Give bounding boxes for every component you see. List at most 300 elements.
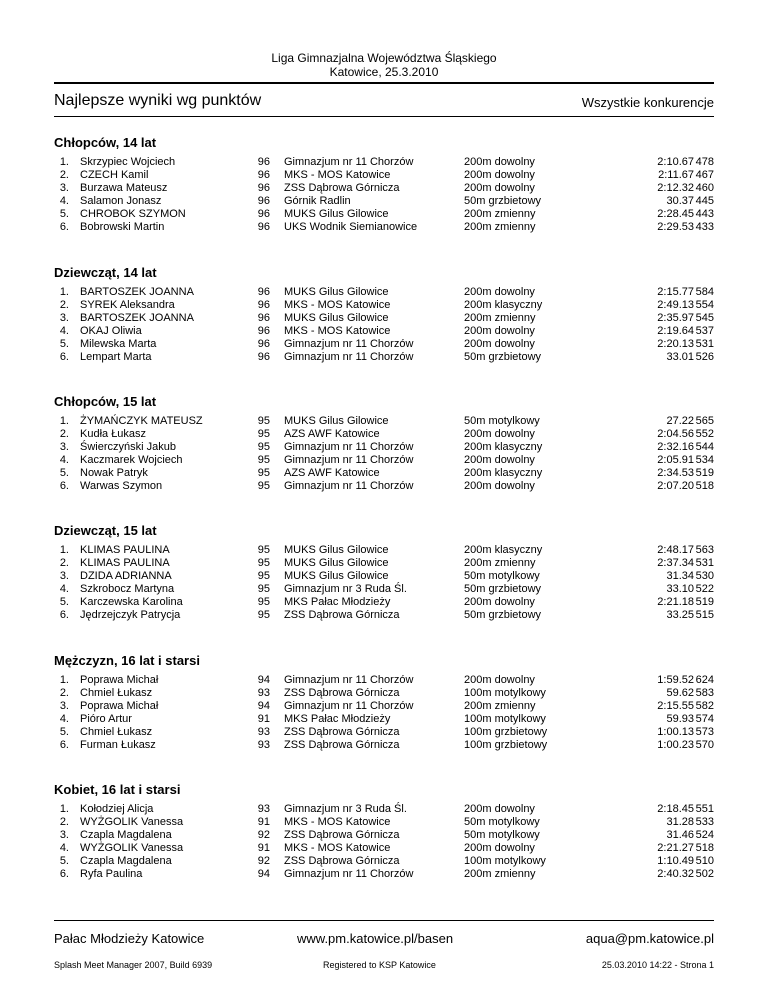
place: 1. — [59, 803, 69, 815]
result-time: 2:28.45 — [657, 208, 694, 220]
result-points: 563 — [695, 544, 714, 556]
athlete-name: WYŻGOLIK Vanessa — [80, 816, 184, 828]
place: 2. — [59, 428, 69, 440]
result-time: 2:34.53 — [657, 467, 694, 479]
result-time: 2:21.27 — [657, 842, 694, 854]
athlete-name: SYREK Aleksandra — [80, 299, 175, 311]
result-row — [54, 351, 714, 364]
event-name: 200m dowolny — [464, 454, 535, 466]
result-row — [54, 286, 714, 299]
event-name: 50m motylkowy — [464, 570, 540, 582]
result-row — [54, 428, 714, 441]
club-name: Gimnazjum nr 11 Chorzów — [284, 480, 414, 492]
event-name: 100m grzbietowy — [464, 739, 548, 751]
category-title: Mężczyzn, 16 lat i starsi — [54, 653, 200, 668]
footer-timestamp: 25.03.2010 14:22 - Strona 1 — [601, 960, 714, 970]
club-name: MUKS Gilus Gilowice — [284, 415, 389, 427]
event-name: 200m zmienny — [464, 557, 536, 569]
club-name: MKS - MOS Katowice — [284, 299, 391, 311]
place: 3. — [59, 182, 69, 194]
birth-year: 95 — [257, 467, 270, 479]
event-name: 200m zmienny — [464, 208, 536, 220]
birth-year: 95 — [257, 557, 270, 569]
result-points: 565 — [695, 415, 714, 427]
result-row — [54, 544, 714, 557]
club-name: Gimnazjum nr 3 Ruda Śl. — [284, 803, 407, 815]
result-row — [54, 156, 714, 169]
result-points: 574 — [695, 713, 714, 725]
result-row — [54, 208, 714, 221]
birth-year: 96 — [257, 338, 270, 350]
birth-year: 94 — [257, 868, 270, 880]
birth-year: 92 — [257, 829, 270, 841]
birth-year: 95 — [257, 570, 270, 582]
place: 6. — [59, 739, 69, 751]
result-time: 2:15.77 — [657, 286, 694, 298]
place: 5. — [59, 208, 69, 220]
club-name: Górnik Radlin — [284, 195, 351, 207]
result-row — [54, 739, 714, 752]
event-name: 200m dowolny — [464, 286, 535, 298]
place: 3. — [59, 700, 69, 712]
birth-year: 96 — [257, 312, 270, 324]
athlete-name: KLIMAS PAULINA — [80, 544, 170, 556]
result-time: 2:05.91 — [657, 454, 694, 466]
athlete-name: Chmiel Łukasz — [80, 726, 153, 738]
birth-year: 96 — [257, 351, 270, 363]
athlete-name: Nowak Patryk — [80, 467, 148, 479]
club-name: MUKS Gilus Gilowice — [284, 544, 389, 556]
category-title: Kobiet, 16 lat i starsi — [54, 782, 181, 797]
result-time: 2:07.20 — [657, 480, 694, 492]
result-time: 1:10.49 — [657, 855, 694, 867]
club-name: ZSS Dąbrowa Górnicza — [284, 829, 400, 841]
club-name: MKS - MOS Katowice — [284, 842, 391, 854]
event-name: 200m dowolny — [464, 803, 535, 815]
athlete-name: CHROBOK SZYMON — [80, 208, 186, 220]
footer-organizer: Pałac Młodzieży Katowice — [54, 931, 205, 946]
footer-software: Splash Meet Manager 2007, Build 6939 — [54, 960, 213, 970]
result-row — [54, 687, 714, 700]
event-name: 200m dowolny — [464, 428, 535, 440]
result-points: 573 — [695, 726, 714, 738]
result-time: 33.10 — [666, 583, 694, 595]
athlete-name: Świerczyński Jakub — [80, 441, 176, 453]
club-name: MKS - MOS Katowice — [284, 816, 391, 828]
athlete-name: Ryfa Paulina — [80, 868, 143, 880]
result-time: 2:12.32 — [657, 182, 694, 194]
footer-email-link[interactable]: aqua@pm.katowice.pl — [585, 931, 714, 946]
result-row — [54, 182, 714, 195]
athlete-name: Poprawa Michał — [80, 674, 159, 686]
club-name: ZSS Dąbrowa Górnicza — [284, 609, 400, 621]
club-name: ZSS Dąbrowa Górnicza — [284, 182, 400, 194]
result-points: 518 — [695, 842, 714, 854]
result-points: 467 — [695, 169, 714, 181]
result-time: 30.37 — [666, 195, 694, 207]
place: 3. — [59, 441, 69, 453]
event-name: 200m dowolny — [464, 480, 535, 492]
club-name: Gimnazjum nr 11 Chorzów — [284, 700, 414, 712]
birth-year: 95 — [257, 609, 270, 621]
result-points: 519 — [695, 467, 714, 479]
club-name: MUKS Gilus Gilowice — [284, 286, 389, 298]
birth-year: 95 — [257, 544, 270, 556]
birth-year: 93 — [257, 803, 270, 815]
club-name: AZS AWF Katowice — [284, 428, 380, 440]
result-row — [54, 583, 714, 596]
result-time: 59.93 — [666, 713, 694, 725]
result-points: 460 — [695, 182, 714, 194]
event-name: 50m motylkowy — [464, 415, 540, 427]
result-row — [54, 700, 714, 713]
result-row — [54, 674, 714, 687]
place: 6. — [59, 609, 69, 621]
birth-year: 95 — [257, 480, 270, 492]
athlete-name: Lempart Marta — [80, 351, 152, 363]
birth-year: 93 — [257, 687, 270, 699]
result-points: 551 — [695, 803, 714, 815]
athlete-name: Warwas Szymon — [80, 480, 163, 492]
place: 2. — [59, 687, 69, 699]
result-row — [54, 829, 714, 842]
place: 6. — [59, 351, 69, 363]
place: 2. — [59, 169, 69, 181]
event-name: 100m motylkowy — [464, 687, 546, 699]
athlete-name: Szkrobocz Martyna — [80, 583, 175, 595]
birth-year: 91 — [257, 713, 270, 725]
club-name: ZSS Dąbrowa Górnicza — [284, 739, 400, 751]
place: 6. — [59, 480, 69, 492]
place: 2. — [59, 299, 69, 311]
result-points: 524 — [695, 829, 714, 841]
place: 4. — [59, 583, 69, 595]
result-time: 2:10.67 — [657, 156, 694, 168]
athlete-name: Karczewska Karolina — [80, 596, 183, 608]
result-row — [54, 842, 714, 855]
event-name: 200m dowolny — [464, 169, 535, 181]
club-name: ZSS Dąbrowa Górnicza — [284, 855, 400, 867]
result-time: 1:59.52 — [657, 674, 694, 686]
category-section — [54, 782, 714, 881]
result-points: 582 — [695, 700, 714, 712]
result-row — [54, 454, 714, 467]
athlete-name: Kudła Łukasz — [80, 428, 147, 440]
result-row — [54, 868, 714, 881]
result-points: 554 — [695, 299, 714, 311]
result-row — [54, 299, 714, 312]
birth-year: 95 — [257, 596, 270, 608]
club-name: Gimnazjum nr 11 Chorzów — [284, 868, 414, 880]
result-row — [54, 415, 714, 428]
result-points: 519 — [695, 596, 714, 608]
club-name: MKS - MOS Katowice — [284, 169, 391, 181]
birth-year: 92 — [257, 855, 270, 867]
place: 5. — [59, 467, 69, 479]
birth-year: 96 — [257, 182, 270, 194]
result-points: 526 — [695, 351, 714, 363]
result-time: 2:19.64 — [657, 325, 694, 337]
event-date-location: Katowice, 25.3.2010 — [329, 65, 439, 79]
place: 1. — [59, 674, 69, 686]
place: 4. — [59, 454, 69, 466]
result-points: 443 — [695, 208, 714, 220]
birth-year: 96 — [257, 156, 270, 168]
event-name: 50m motylkowy — [464, 816, 540, 828]
place: 3. — [59, 570, 69, 582]
athlete-name: Furman Łukasz — [80, 739, 156, 751]
club-name: Gimnazjum nr 11 Chorzów — [284, 351, 414, 363]
event-name: 200m dowolny — [464, 156, 535, 168]
club-name: MUKS Gilus Gilowice — [284, 208, 389, 220]
athlete-name: WYŻGOLIK Vanessa — [80, 842, 184, 854]
athlete-name: BARTOSZEK JOANNA — [80, 286, 194, 298]
club-name: Gimnazjum nr 11 Chorzów — [284, 156, 414, 168]
result-row — [54, 467, 714, 480]
result-time: 2:21.18 — [657, 596, 694, 608]
result-row — [54, 855, 714, 868]
event-name: 50m motylkowy — [464, 829, 540, 841]
birth-year: 91 — [257, 842, 270, 854]
result-points: 510 — [695, 855, 714, 867]
athlete-name: KLIMAS PAULINA — [80, 557, 170, 569]
result-time: 2:32.16 — [657, 441, 694, 453]
event-name: 50m grzbietowy — [464, 583, 542, 595]
club-name: Gimnazjum nr 11 Chorzów — [284, 674, 414, 686]
result-row — [54, 480, 714, 493]
category-section — [54, 135, 714, 234]
birth-year: 96 — [257, 208, 270, 220]
result-points: 533 — [695, 816, 714, 828]
club-name: ZSS Dąbrowa Górnicza — [284, 687, 400, 699]
athlete-name: Kaczmarek Wojciech — [80, 454, 183, 466]
event-name: 100m motylkowy — [464, 713, 546, 725]
event-name: 100m motylkowy — [464, 855, 546, 867]
footer-website-link[interactable]: www.pm.katowice.pl/basen — [297, 931, 454, 946]
athlete-name: Salamon Jonasz — [80, 195, 162, 207]
place: 1. — [59, 286, 69, 298]
event-name: 200m dowolny — [464, 596, 535, 608]
result-time: 2:20.13 — [657, 338, 694, 350]
birth-year: 91 — [257, 816, 270, 828]
club-name: MUKS Gilus Gilowice — [284, 570, 389, 582]
event-name: 200m klasyczny — [464, 441, 543, 453]
result-row — [54, 195, 714, 208]
athlete-name: BARTOSZEK JOANNA — [80, 312, 194, 324]
athlete-name: Skrzypiec Wojciech — [80, 156, 176, 168]
athlete-name: Chmiel Łukasz — [80, 687, 153, 699]
club-name: Gimnazjum nr 3 Ruda Śl. — [284, 583, 407, 595]
result-row — [54, 312, 714, 325]
report-title: Najlepsze wyniki wg punktów — [54, 92, 262, 109]
birth-year: 96 — [257, 325, 270, 337]
result-points: 584 — [695, 286, 714, 298]
result-row — [54, 570, 714, 583]
result-time: 31.46 — [666, 829, 694, 841]
result-row — [54, 169, 714, 182]
event-name: 200m dowolny — [464, 674, 535, 686]
result-time: 2:11.67 — [658, 169, 694, 181]
club-name: Gimnazjum nr 11 Chorzów — [284, 338, 414, 350]
athlete-name: Burzawa Mateusz — [80, 182, 168, 194]
athlete-name: Jędrzejczyk Patrycja — [80, 609, 181, 621]
place: 4. — [59, 195, 69, 207]
result-time: 2:40.32 — [657, 868, 694, 880]
birth-year: 95 — [257, 441, 270, 453]
result-time: 27.22 — [666, 415, 694, 427]
athlete-name: Czapla Magdalena — [80, 855, 172, 867]
club-name: AZS AWF Katowice — [284, 467, 380, 479]
result-points: 530 — [695, 570, 714, 582]
place: 5. — [59, 726, 69, 738]
birth-year: 96 — [257, 195, 270, 207]
event-name: 50m grzbietowy — [464, 351, 542, 363]
result-time: 2:35.97 — [657, 312, 694, 324]
result-time: 2:15.55 — [657, 700, 694, 712]
result-time: 2:49.13 — [657, 299, 694, 311]
result-points: 534 — [695, 454, 714, 466]
birth-year: 95 — [257, 583, 270, 595]
athlete-name: Milewska Marta — [80, 338, 157, 350]
result-points: 522 — [695, 583, 714, 595]
event-name: 200m dowolny — [464, 842, 535, 854]
place: 6. — [59, 221, 69, 233]
athlete-name: Pióro Artur — [80, 713, 132, 725]
club-name: ZSS Dąbrowa Górnicza — [284, 726, 400, 738]
event-name: 100m grzbietowy — [464, 726, 548, 738]
place: 2. — [59, 816, 69, 828]
category-section — [54, 653, 714, 752]
result-points: 544 — [695, 441, 714, 453]
result-row — [54, 325, 714, 338]
birth-year: 96 — [257, 286, 270, 298]
event-name: 200m dowolny — [464, 325, 535, 337]
footer-divider — [54, 920, 714, 921]
event-name: 200m klasyczny — [464, 299, 543, 311]
birth-year: 95 — [257, 428, 270, 440]
result-points: 545 — [695, 312, 714, 324]
result-row — [54, 221, 714, 234]
athlete-name: Poprawa Michał — [80, 700, 159, 712]
club-name: MUKS Gilus Gilowice — [284, 312, 389, 324]
result-row — [54, 816, 714, 829]
event-name: 200m zmienny — [464, 700, 536, 712]
event-title: Liga Gimnazjalna Województwa Śląskiego — [271, 51, 497, 65]
birth-year: 93 — [257, 739, 270, 751]
result-time: 1:00.13 — [657, 726, 694, 738]
result-row — [54, 338, 714, 351]
place: 5. — [59, 855, 69, 867]
result-row — [54, 609, 714, 622]
result-time: 2:04.56 — [657, 428, 694, 440]
report-title-divider — [54, 116, 714, 117]
club-name: MKS Pałac Młodzieży — [284, 596, 391, 608]
result-time: 1:00.23 — [657, 739, 694, 751]
result-points: 515 — [695, 609, 714, 621]
place: 5. — [59, 338, 69, 350]
result-time: 33.25 — [666, 609, 694, 621]
birth-year: 95 — [257, 415, 270, 427]
birth-year: 96 — [257, 299, 270, 311]
athlete-name: Bobrowski Martin — [80, 221, 165, 233]
result-time: 33.01 — [666, 351, 694, 363]
athlete-name: Czapla Magdalena — [80, 829, 172, 841]
club-name: MKS - MOS Katowice — [284, 325, 391, 337]
category-section — [54, 265, 714, 364]
result-row — [54, 557, 714, 570]
event-name: 200m zmienny — [464, 221, 536, 233]
category-title: Dziewcząt, 15 lat — [54, 523, 157, 538]
athlete-name: Kołodziej Alicja — [80, 803, 154, 815]
result-time: 2:48.17 — [657, 544, 694, 556]
result-points: 518 — [695, 480, 714, 492]
result-points: 537 — [695, 325, 714, 337]
birth-year: 96 — [257, 221, 270, 233]
club-name: UKS Wodnik Siemianowice — [284, 221, 418, 233]
result-points: 433 — [695, 221, 714, 233]
event-name: 200m dowolny — [464, 182, 535, 194]
athlete-name: CZECH Kamil — [80, 169, 149, 181]
result-points: 552 — [695, 428, 714, 440]
event-name: 200m klasyczny — [464, 467, 543, 479]
report-scope: Wszystkie konkurencje — [581, 95, 714, 110]
category-section — [54, 523, 714, 622]
result-points: 531 — [695, 338, 714, 350]
place: 1. — [59, 156, 69, 168]
club-name: MKS Pałac Młodzieży — [284, 713, 391, 725]
place: 1. — [59, 415, 69, 427]
result-time: 2:18.45 — [657, 803, 694, 815]
birth-year: 93 — [257, 726, 270, 738]
place: 4. — [59, 713, 69, 725]
result-points: 583 — [695, 687, 714, 699]
category-section — [54, 394, 714, 493]
place: 1. — [59, 544, 69, 556]
event-name: 200m klasyczny — [464, 544, 543, 556]
result-time: 59.62 — [666, 687, 694, 699]
result-points: 445 — [695, 195, 714, 207]
category-title: Chłopców, 14 lat — [54, 135, 157, 150]
place: 3. — [59, 829, 69, 841]
place: 4. — [59, 325, 69, 337]
club-name: Gimnazjum nr 11 Chorzów — [284, 441, 414, 453]
club-name: Gimnazjum nr 11 Chorzów — [284, 454, 414, 466]
result-points: 531 — [695, 557, 714, 569]
result-time: 31.34 — [666, 570, 694, 582]
result-row — [54, 441, 714, 454]
place: 5. — [59, 596, 69, 608]
result-row — [54, 596, 714, 609]
place: 2. — [59, 557, 69, 569]
event-name: 50m grzbietowy — [464, 195, 542, 207]
result-row — [54, 713, 714, 726]
result-points: 570 — [695, 739, 714, 751]
result-points: 502 — [695, 868, 714, 880]
result-time: 2:37.34 — [657, 557, 694, 569]
birth-year: 94 — [257, 674, 270, 686]
event-name: 200m dowolny — [464, 338, 535, 350]
result-time: 31.28 — [666, 816, 694, 828]
event-name: 50m grzbietowy — [464, 609, 542, 621]
event-name: 200m zmienny — [464, 312, 536, 324]
result-row — [54, 726, 714, 739]
result-points: 624 — [695, 674, 714, 686]
birth-year: 96 — [257, 169, 270, 181]
place: 3. — [59, 312, 69, 324]
place: 6. — [59, 868, 69, 880]
club-name: MUKS Gilus Gilowice — [284, 557, 389, 569]
header-divider — [54, 82, 714, 84]
